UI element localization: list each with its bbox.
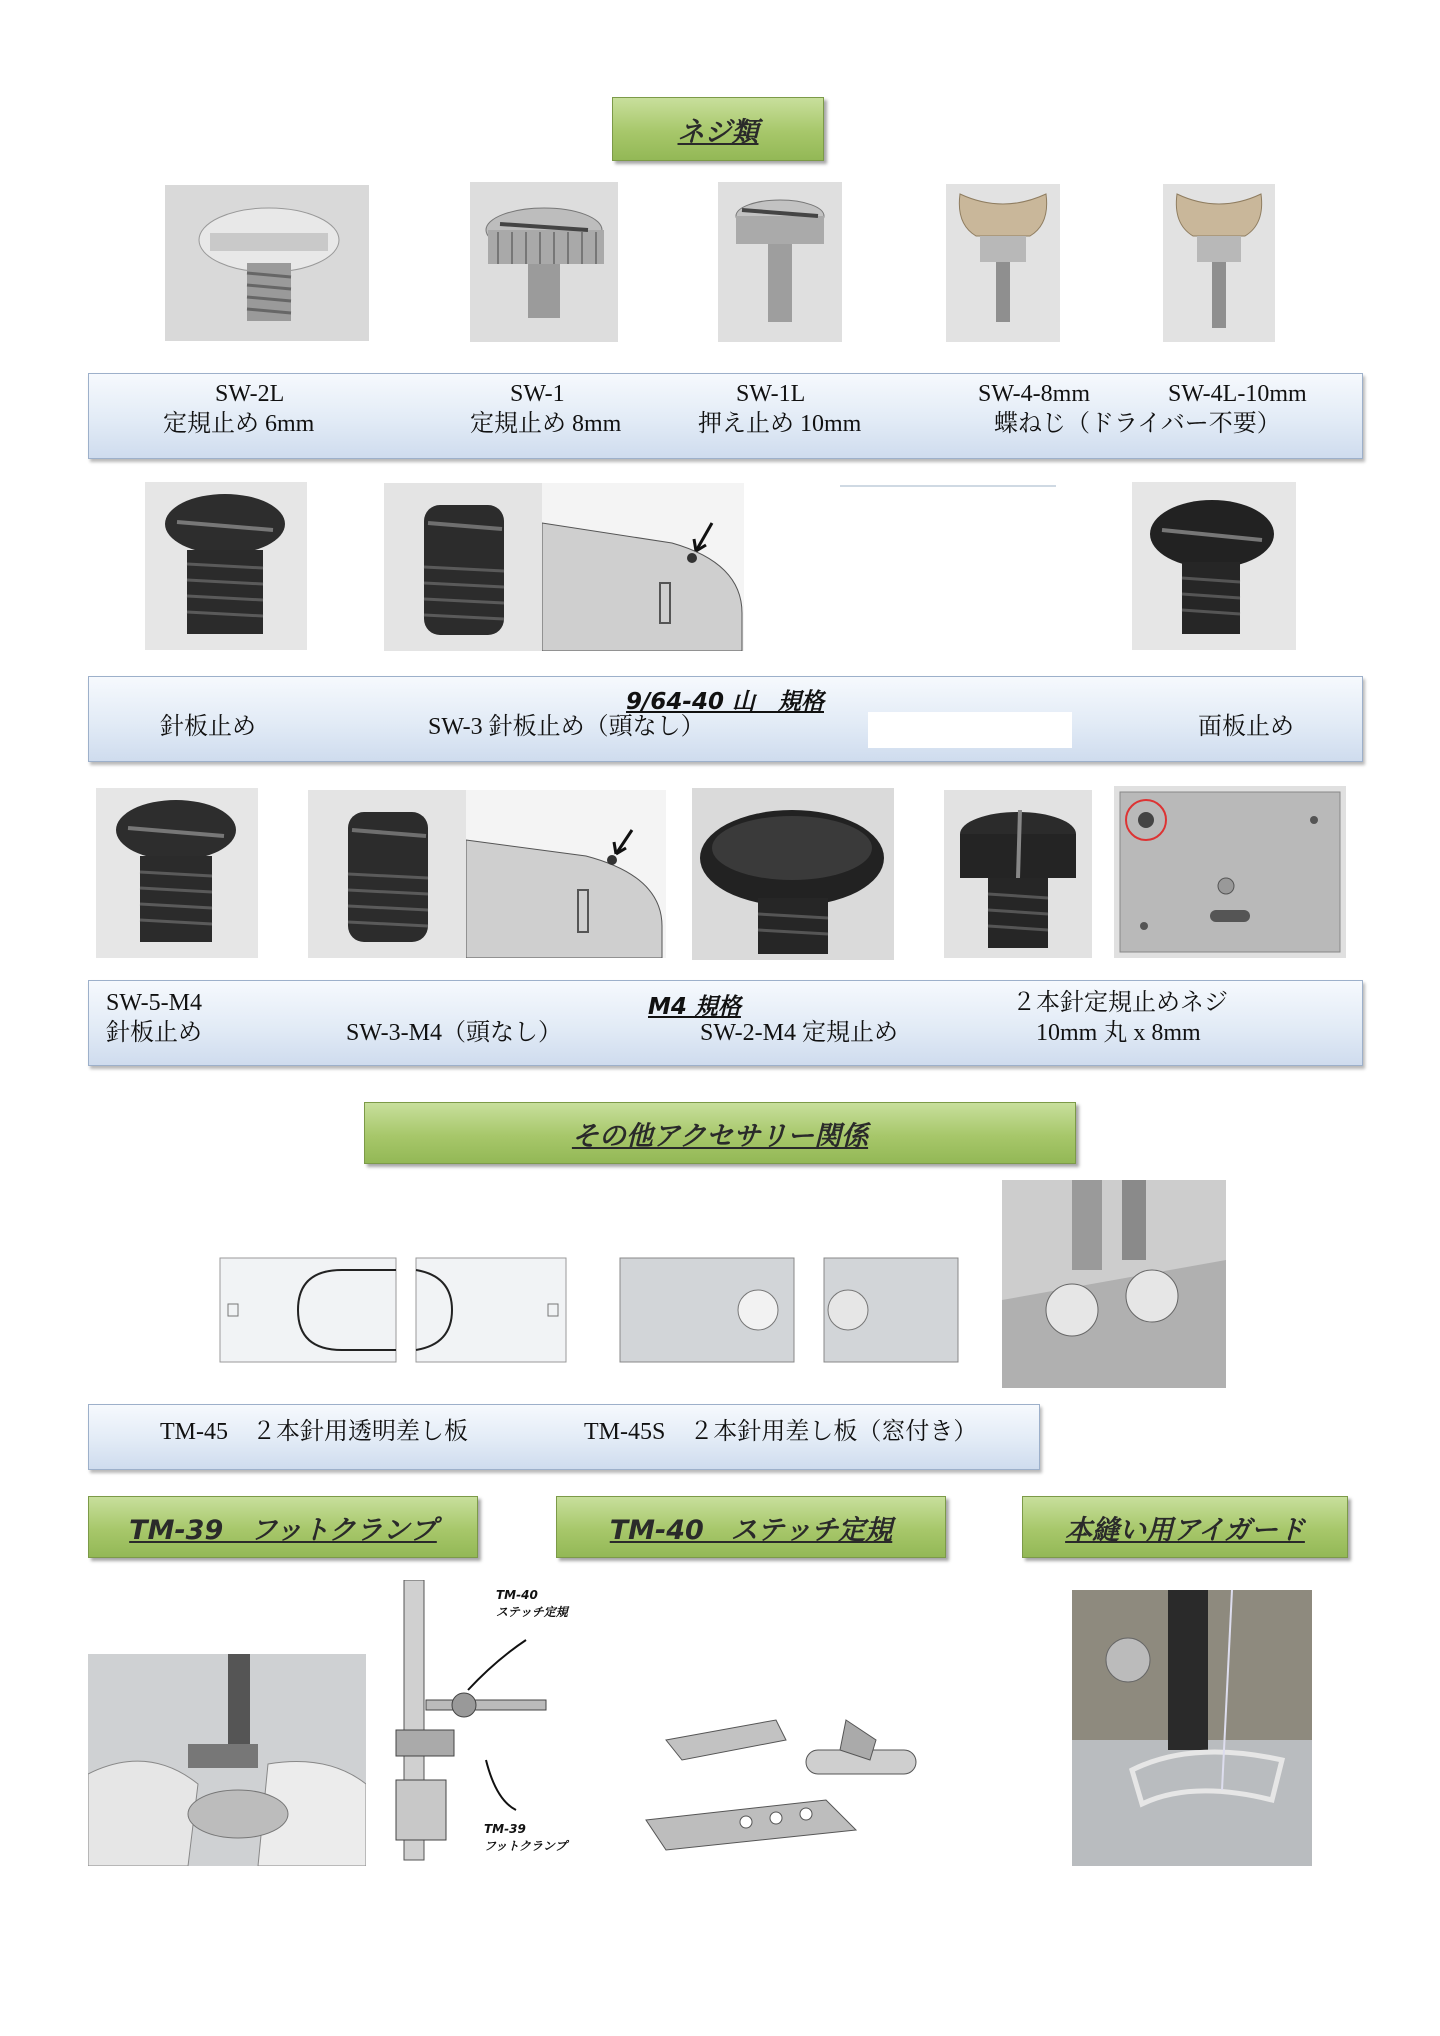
sw-1l-screw-photo <box>718 182 842 342</box>
sw-3-label: SW-3 針板止め（頭なし） <box>428 714 705 740</box>
sw-2l-code: SW-2L <box>215 381 285 407</box>
tm-39-callout-name: フットクランプ <box>484 1839 567 1853</box>
eyeguard-photo <box>1072 1590 1312 1866</box>
sw-2-m4-label: SW-2-M4 定規止め <box>700 1020 898 1046</box>
tm-45s-label: TM-45S ２本針用差し板（窓付き） <box>584 1419 978 1445</box>
sw-4l-wing-screw-photo <box>1163 184 1275 342</box>
sw-4-code: SW-4-8mm <box>978 381 1090 407</box>
tm-40-callout-code: TM-40 <box>496 1588 538 1602</box>
tm-40-callout-name: ステッチ定規 <box>496 1605 568 1619</box>
twin-needle-screw-photo <box>944 790 1092 958</box>
sw-3-m4-screw-photo <box>308 790 466 958</box>
tm-39-section-title: TM-39 フットクランプ <box>88 1496 478 1558</box>
twin-needle-size: 10mm 丸 x 8mm <box>1036 1020 1201 1046</box>
face-plate-photo <box>1114 786 1346 958</box>
needle-plate-diagram-photo <box>542 483 744 651</box>
sw-2l-desc: 定規止め 6mm <box>163 411 315 437</box>
face-plate-label: 面板止め <box>1198 714 1294 740</box>
sw-3-screw-photo <box>384 483 542 651</box>
sw-5-m4-code: SW-5-M4 <box>106 990 202 1016</box>
sw-5-m4-screw-photo <box>96 788 258 958</box>
sw-1l-code: SW-1L <box>736 381 806 407</box>
tm-40-stitch-guide-photo <box>626 1680 942 1868</box>
tm-45-clear-plate-photo <box>212 1246 574 1374</box>
sw-2-m4-screw-photo <box>692 788 894 960</box>
tm-39-foot-clamp-photo <box>88 1654 366 1866</box>
sw-1-desc: 定規止め 8mm <box>470 411 622 437</box>
face-plate-screw-photo <box>1132 482 1296 650</box>
wing-screw-desc: 蝶ねじ（ドライバー不要） <box>994 411 1281 437</box>
machine-plate-installed-photo <box>1002 1180 1226 1388</box>
sw-4-wing-screw-photo <box>946 184 1060 342</box>
tm-45-label: TM-45 ２本針用透明差し板 <box>160 1419 468 1445</box>
sw-1-screw-photo <box>470 182 618 342</box>
screws-section-title: ネジ類 <box>612 97 824 161</box>
sw-4l-code: SW-4L-10mm <box>1168 381 1307 407</box>
sw-3-m4-label: SW-3-M4（頭なし） <box>346 1020 562 1046</box>
accessories-section-title: その他アクセサリー関係 <box>364 1102 1076 1164</box>
tm-45s-window-plate-photo <box>608 1246 968 1374</box>
m4-needle-plate-diagram-photo <box>466 790 666 958</box>
needle-plate-label: 針板止め <box>160 714 256 740</box>
twin-needle-label: ２本針定規止めネジ <box>1012 990 1228 1016</box>
sw-1l-desc: 押え止め 10mm <box>698 411 862 437</box>
sw-2l-screw-photo <box>165 185 369 341</box>
needle-plate-screw-photo <box>145 482 307 650</box>
standard-9-64-title: 9/64-40 山 規格 <box>626 689 824 715</box>
sw-1-code: SW-1 <box>510 381 565 407</box>
tm-40-section-title: TM-40 ステッチ定規 <box>556 1496 946 1558</box>
sw-5-m4-desc: 針板止め <box>106 1020 202 1046</box>
divider-line <box>840 485 1056 487</box>
m4-standard-title: M4 規格 <box>648 994 741 1020</box>
eyeguard-section-title: 本縫い用アイガード <box>1022 1496 1348 1558</box>
tm-39-callout-code: TM-39 <box>484 1822 526 1836</box>
white-blank-box <box>868 712 1072 748</box>
